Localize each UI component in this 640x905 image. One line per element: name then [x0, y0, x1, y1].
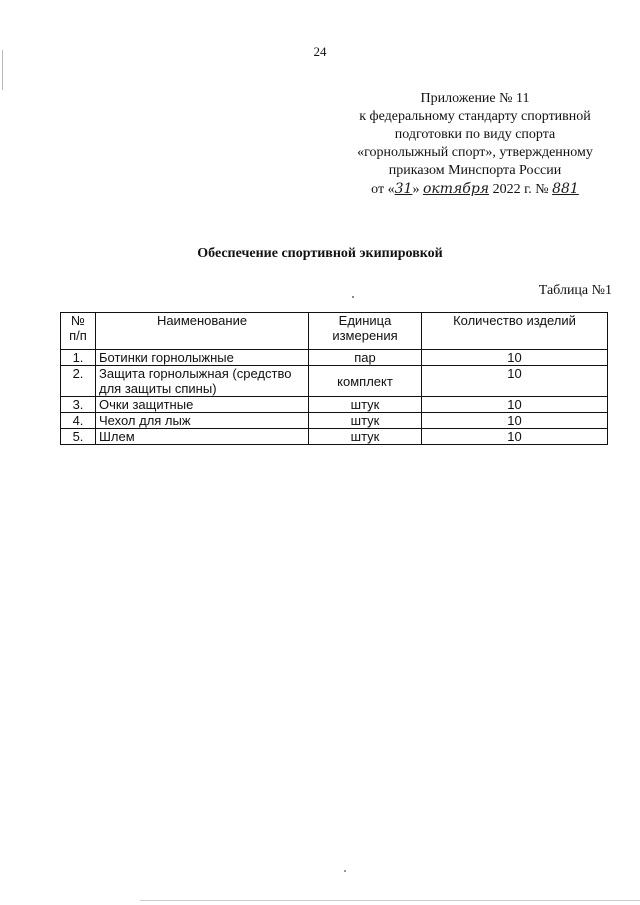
date-prefix: от «	[371, 182, 395, 197]
document-title: Обеспечение спортивной экипировкой	[197, 246, 443, 261]
row-qty: 10	[422, 350, 608, 366]
row-unit: штук	[309, 429, 422, 445]
row-name: Очки защитные	[96, 397, 309, 413]
row-name: Ботинки горнолыжные	[96, 350, 309, 366]
appendix-header	[330, 90, 620, 199]
table-row	[61, 429, 608, 445]
row-qty: 10	[422, 397, 608, 413]
row-unit: штук	[309, 397, 422, 413]
appendix-title: Приложение № 11	[420, 91, 530, 106]
table-row	[61, 350, 608, 366]
appendix-date-line	[330, 180, 620, 199]
scan-speck	[344, 870, 346, 872]
handwritten-order-number: 881	[552, 181, 579, 197]
header-num: № п/п	[61, 313, 96, 350]
row-num: 3.	[61, 397, 96, 413]
appendix-line-4: «горнолыжный спорт», утвержденному	[357, 145, 593, 160]
row-qty: 10	[422, 366, 608, 397]
row-name: Чехол для лыж	[96, 413, 309, 429]
date-mid: »	[412, 182, 420, 197]
scan-speck	[352, 296, 354, 298]
row-num: 1.	[61, 350, 96, 366]
table-row	[61, 397, 608, 413]
row-name: Шлем	[96, 429, 309, 445]
appendix-line-2: к федеральному стандарту спортивной	[359, 109, 591, 124]
row-qty: 10	[422, 429, 608, 445]
row-num: 5.	[61, 429, 96, 445]
header-unit: Единица измерения	[309, 313, 422, 350]
header-name: Наименование	[96, 313, 309, 350]
row-unit: комплект	[309, 366, 422, 397]
row-unit: штук	[309, 413, 422, 429]
appendix-line-3: подготовки по виду спорта	[394, 127, 556, 142]
row-unit: пар	[309, 350, 422, 366]
row-num: 4.	[61, 413, 96, 429]
table-header-row	[61, 313, 608, 350]
handwritten-month: октября	[422, 181, 490, 197]
appendix-line-5: приказом Минспорта России	[388, 163, 562, 178]
table-row	[61, 366, 608, 397]
header-qty: Количество изделий	[422, 313, 608, 350]
table-label: Таблица №1	[538, 283, 612, 298]
page-number: 24	[313, 44, 327, 59]
date-year: 2022 г. №	[492, 182, 549, 197]
table-row	[61, 413, 608, 429]
scan-bottom-edge	[140, 900, 640, 901]
row-qty: 10	[422, 413, 608, 429]
handwritten-day: 31	[394, 181, 413, 197]
equipment-table	[60, 312, 608, 445]
row-num: 2.	[61, 366, 96, 397]
row-name: Защита горнолыжная (средство для защиты спины)	[96, 366, 309, 397]
